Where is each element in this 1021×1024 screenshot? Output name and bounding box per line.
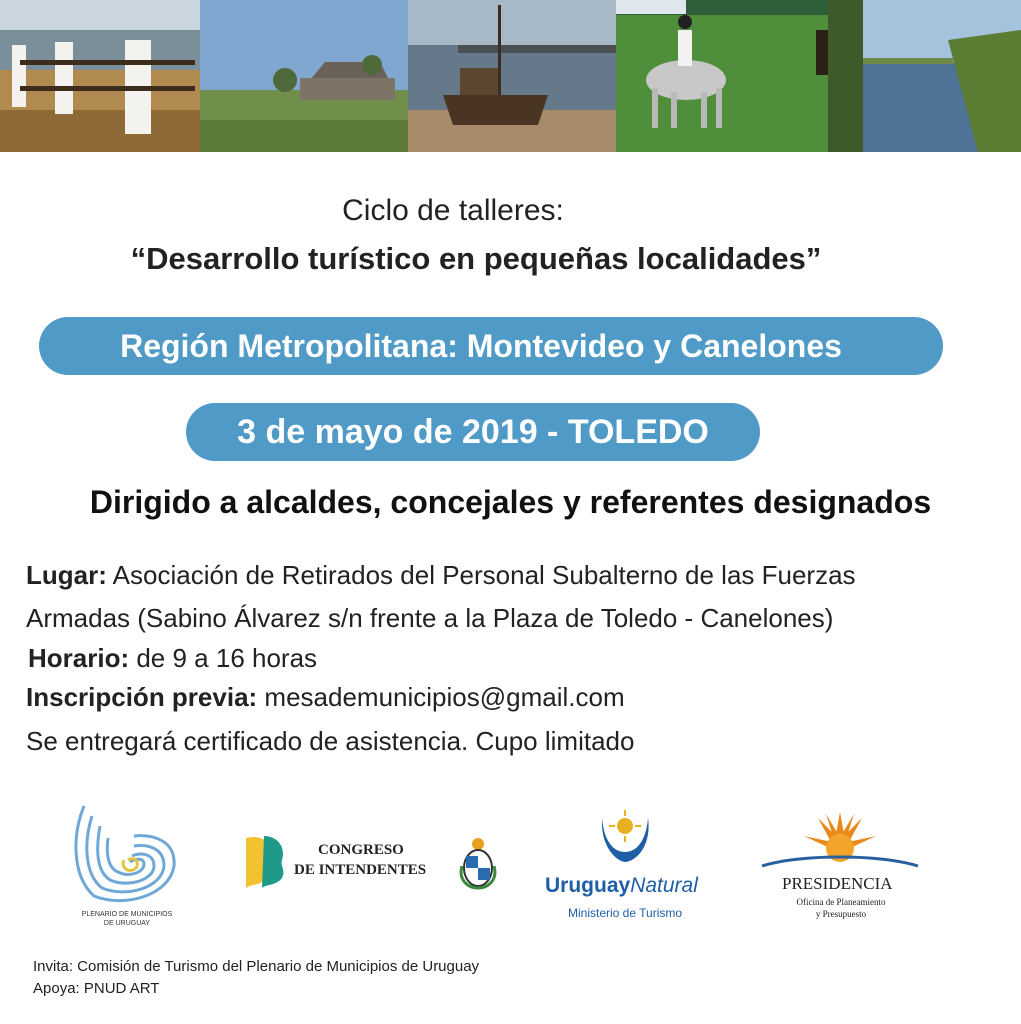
lugar-line	[26, 560, 856, 591]
lugar-line-2: Armadas (Sabino Álvarez s/n frente a la Plaza de Toledo - Canelones)	[26, 603, 834, 633]
congreso-line1: CONGRESO	[318, 842, 404, 858]
river-photo	[828, 0, 1021, 152]
certificado-line: Se entregará certificado de asistencia. Cupo limitado	[26, 726, 635, 756]
congreso-logo	[240, 832, 500, 894]
presidencia-sub1: Oficina de Planeamiento	[796, 897, 886, 907]
stone-ruin-photo	[200, 0, 408, 152]
plenario-spiral-icon	[64, 796, 188, 908]
horario-line	[28, 643, 317, 674]
plenario-line1: PLENARIO DE MUNICIPIOS	[81, 911, 173, 918]
region-banner	[39, 317, 943, 375]
fishing-boat-photo	[408, 0, 616, 152]
fence-beach-photo	[0, 0, 200, 152]
uruguay-natural-brand	[545, 874, 698, 898]
region-label: Región Metropolitana: Montevideo y Canelones	[120, 327, 842, 364]
lugar-value: Asociación de Retirados del Personal Subalterno de las Fuerzas	[106, 560, 856, 590]
inscripcion-email: mesademunicipios@gmail.com	[257, 682, 625, 712]
uruguay-natural-logo	[542, 808, 712, 926]
apoya-line: Apoya: PNUD ART	[33, 980, 160, 997]
workshop-title: “Desarrollo turístico en pequeñas localidades”	[130, 241, 822, 276]
photo-strip	[0, 0, 1021, 152]
date-banner	[186, 403, 760, 461]
plenario-line2: DE URUGUAY	[103, 920, 151, 927]
lugar-label: Lugar:	[26, 560, 107, 590]
horario-label: Horario:	[28, 643, 130, 673]
invita-line: Invita: Comisión de Turismo del Plenario de Municipios de Uruguay	[33, 958, 480, 975]
congreso-heads-icon	[240, 832, 288, 890]
inscripcion-label: Inscripción previa:	[26, 682, 258, 712]
presidencia-logo	[760, 810, 920, 925]
presidencia-subtitle	[782, 896, 900, 920]
date-label: 3 de mayo de 2019 - TOLEDO	[237, 412, 709, 451]
plenario-logo	[64, 796, 188, 930]
inscripcion-line	[26, 682, 625, 713]
coat-of-arms-icon	[458, 836, 498, 890]
brand-uruguay: Uruguay	[545, 874, 631, 897]
congreso-line2: DE INTENDENTES	[294, 862, 427, 878]
horario-value: de 9 a 16 horas	[129, 643, 318, 673]
polo-horse-photo	[616, 0, 828, 152]
presidencia-title: PRESIDENCIA	[782, 874, 893, 893]
series-title: Ciclo de talleres:	[342, 194, 564, 227]
ministerio-label: Ministerio de Turismo	[568, 906, 683, 920]
plenario-name	[68, 910, 186, 928]
sun-rays-icon	[760, 810, 920, 868]
sun-wave-icon	[596, 808, 654, 866]
brand-natural: Natural	[630, 874, 698, 897]
presidencia-sub2: y Presupuesto	[815, 909, 867, 919]
audience-heading: Dirigido a alcaldes, concejales y referentes designados	[89, 484, 932, 520]
